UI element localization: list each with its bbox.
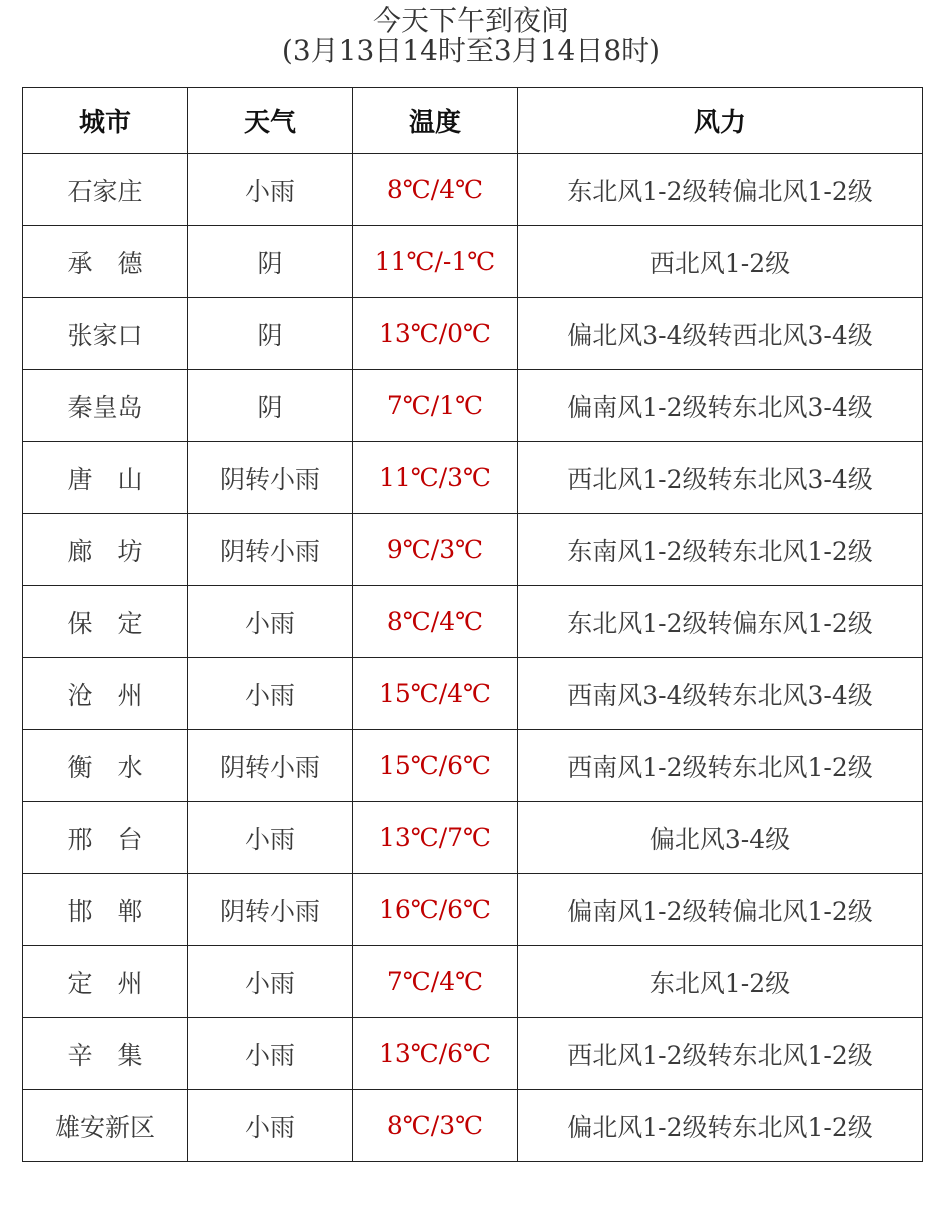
column-header-temperature: 温度 bbox=[353, 88, 518, 154]
cell-weather: 阴转小雨 bbox=[188, 514, 353, 586]
table-header-row bbox=[23, 88, 923, 154]
table-row bbox=[23, 874, 923, 946]
cell-temperature: 15℃/4℃ bbox=[353, 658, 518, 730]
table-row bbox=[23, 442, 923, 514]
cell-city: 廊 坊 bbox=[23, 514, 188, 586]
cell-temperature: 7℃/1℃ bbox=[353, 370, 518, 442]
cell-wind: 西北风1-2级 bbox=[518, 226, 923, 298]
cell-wind: 偏北风3-4级 bbox=[518, 802, 923, 874]
cell-weather: 阴 bbox=[188, 298, 353, 370]
cell-wind: 东南风1-2级转东北风1-2级 bbox=[518, 514, 923, 586]
cell-city: 承 德 bbox=[23, 226, 188, 298]
table-row bbox=[23, 658, 923, 730]
cell-weather: 阴转小雨 bbox=[188, 442, 353, 514]
table-row bbox=[23, 514, 923, 586]
cell-weather: 阴 bbox=[188, 370, 353, 442]
table-row bbox=[23, 1018, 923, 1090]
cell-wind: 西北风1-2级转东北风1-2级 bbox=[518, 1018, 923, 1090]
cell-city: 邯 郸 bbox=[23, 874, 188, 946]
cell-temperature: 13℃/6℃ bbox=[353, 1018, 518, 1090]
cell-city: 邢 台 bbox=[23, 802, 188, 874]
cell-temperature: 16℃/6℃ bbox=[353, 874, 518, 946]
table-row bbox=[23, 1090, 923, 1162]
cell-temperature: 9℃/3℃ bbox=[353, 514, 518, 586]
cell-city: 衡 水 bbox=[23, 730, 188, 802]
cell-city: 保 定 bbox=[23, 586, 188, 658]
cell-temperature: 8℃/3℃ bbox=[353, 1090, 518, 1162]
cell-temperature: 8℃/4℃ bbox=[353, 154, 518, 226]
cell-wind: 偏南风1-2级转东北风3-4级 bbox=[518, 370, 923, 442]
page-title: 今天下午到夜间 bbox=[372, 4, 569, 37]
table-row bbox=[23, 586, 923, 658]
cell-temperature: 15℃/6℃ bbox=[353, 730, 518, 802]
cell-temperature: 8℃/4℃ bbox=[353, 586, 518, 658]
cell-wind: 偏北风3-4级转西北风3-4级 bbox=[518, 298, 923, 370]
cell-wind: 偏南风1-2级转偏北风1-2级 bbox=[518, 874, 923, 946]
cell-temperature: 13℃/0℃ bbox=[353, 298, 518, 370]
column-header-city: 城市 bbox=[23, 88, 188, 154]
forecast-table bbox=[22, 87, 923, 1162]
cell-city: 石家庄 bbox=[23, 154, 188, 226]
cell-weather: 小雨 bbox=[188, 946, 353, 1018]
cell-wind: 东北风1-2级 bbox=[518, 946, 923, 1018]
cell-weather: 阴转小雨 bbox=[188, 730, 353, 802]
cell-city: 唐 山 bbox=[23, 442, 188, 514]
table-row bbox=[23, 226, 923, 298]
cell-city: 张家口 bbox=[23, 298, 188, 370]
cell-city: 定 州 bbox=[23, 946, 188, 1018]
cell-wind: 西北风1-2级转东北风3-4级 bbox=[518, 442, 923, 514]
table-row bbox=[23, 154, 923, 226]
column-header-weather: 天气 bbox=[188, 88, 353, 154]
cell-city: 秦皇岛 bbox=[23, 370, 188, 442]
cell-temperature: 13℃/7℃ bbox=[353, 802, 518, 874]
page-subtitle-time-range: (3月13日14时至3月14日8时) bbox=[281, 34, 661, 67]
table-row bbox=[23, 946, 923, 1018]
table-row bbox=[23, 298, 923, 370]
cell-wind: 东北风1-2级转偏北风1-2级 bbox=[518, 154, 923, 226]
cell-weather: 小雨 bbox=[188, 1018, 353, 1090]
cell-weather: 小雨 bbox=[188, 586, 353, 658]
cell-temperature: 11℃/3℃ bbox=[353, 442, 518, 514]
table-row bbox=[23, 730, 923, 802]
cell-temperature: 11℃/-1℃ bbox=[353, 226, 518, 298]
cell-city: 雄安新区 bbox=[23, 1090, 188, 1162]
cell-wind: 西南风3-4级转东北风3-4级 bbox=[518, 658, 923, 730]
cell-weather: 小雨 bbox=[188, 154, 353, 226]
cell-city: 辛 集 bbox=[23, 1018, 188, 1090]
cell-wind: 东北风1-2级转偏东风1-2级 bbox=[518, 586, 923, 658]
column-header-wind: 风力 bbox=[518, 88, 923, 154]
cell-weather: 小雨 bbox=[188, 658, 353, 730]
cell-wind: 偏北风1-2级转东北风1-2级 bbox=[518, 1090, 923, 1162]
cell-city: 沧 州 bbox=[23, 658, 188, 730]
cell-temperature: 7℃/4℃ bbox=[353, 946, 518, 1018]
cell-weather: 阴转小雨 bbox=[188, 874, 353, 946]
cell-weather: 阴 bbox=[188, 226, 353, 298]
cell-wind: 西南风1-2级转东北风1-2级 bbox=[518, 730, 923, 802]
cell-weather: 小雨 bbox=[188, 1090, 353, 1162]
table-row bbox=[23, 802, 923, 874]
cell-weather: 小雨 bbox=[188, 802, 353, 874]
table-row bbox=[23, 370, 923, 442]
